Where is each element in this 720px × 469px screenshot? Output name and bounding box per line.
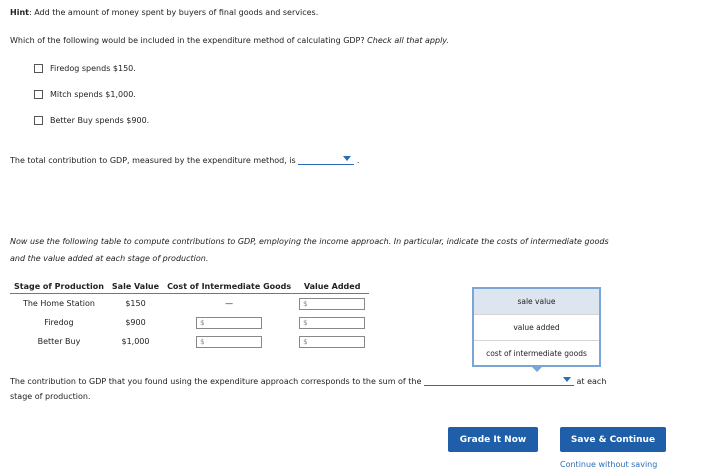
chevron-down-icon	[563, 377, 571, 382]
instructions-line2: and the value added at each stage of production.	[10, 254, 209, 263]
chevron-down-icon	[343, 156, 351, 161]
correspond-sentence	[10, 375, 606, 386]
header-stage: Stage of Production	[10, 282, 108, 294]
intermediate-cost-static: —	[225, 299, 234, 308]
option-mitch[interactable]	[34, 90, 136, 99]
total-sentence-text: The total contribution to GDP, measured by the expenditure method, is	[10, 156, 296, 165]
intermediate-cost-input[interactable]: $	[196, 317, 262, 329]
option-firedog[interactable]	[34, 64, 136, 73]
value-added-input[interactable]: $	[299, 317, 365, 329]
production-table	[10, 282, 369, 351]
option-better-buy[interactable]	[34, 116, 149, 125]
question-prompt	[10, 36, 449, 45]
hint-label: Hint	[10, 8, 29, 17]
option-label: Firedog spends $150.	[50, 64, 136, 73]
checkbox-firedog[interactable]	[34, 64, 43, 73]
menu-pointer	[531, 366, 543, 372]
stage-name: Firedog	[44, 318, 74, 327]
stage-name: Better Buy	[37, 337, 81, 346]
total-dropdown[interactable]	[298, 154, 354, 165]
question-instruction: Check all that apply.	[367, 36, 449, 45]
sale-value: $150	[125, 299, 146, 308]
header-sale-value: Sale Value	[108, 282, 163, 294]
checkbox-better-buy[interactable]	[34, 116, 43, 125]
sale-value: $900	[125, 318, 146, 327]
instructions-line1: Now use the following table to compute contributions to GDP, employing the income approach. In particular, indicate the costs of intermediate goods	[10, 237, 609, 246]
sum-dropdown[interactable]	[424, 375, 574, 386]
header-value-added: Value Added	[295, 282, 369, 294]
checkbox-mitch[interactable]	[34, 90, 43, 99]
save-continue-button[interactable]: Save & Continue	[560, 427, 666, 452]
correspond-text-end: at each	[576, 377, 607, 386]
stage-name: The Home Station	[22, 299, 95, 308]
sum-dropdown-menu	[472, 287, 601, 367]
menu-option-sale-value[interactable]: sale value	[474, 289, 599, 315]
menu-option-intermediate-cost[interactable]: cost of intermediate goods	[486, 349, 587, 358]
table-row	[10, 332, 369, 351]
total-sentence-end: .	[356, 156, 360, 165]
grade-button[interactable]: Grade It Now	[448, 427, 538, 452]
table-row	[10, 294, 369, 314]
table-header-row	[10, 282, 369, 294]
menu-option-value-added[interactable]: value added	[474, 315, 599, 341]
table-row	[10, 313, 369, 332]
value-added-input[interactable]: $	[299, 336, 365, 348]
correspond-text: The contribution to GDP that you found using the expenditure approach corresponds to the sum of the	[10, 377, 422, 386]
correspond-line2: stage of production.	[10, 392, 91, 401]
option-label: Better Buy spends $900.	[50, 116, 150, 125]
continue-without-saving-link[interactable]: Continue without saving	[560, 460, 658, 469]
option-label: Mitch spends $1,000.	[50, 90, 136, 99]
hint-text	[10, 8, 318, 17]
header-intermediate-cost: Cost of Intermediate Goods	[163, 282, 295, 294]
sale-value: $1,000	[121, 337, 150, 346]
question-text: Which of the following would be included in the expenditure method of calculating GDP?	[10, 36, 365, 45]
intermediate-cost-input[interactable]: $	[196, 336, 262, 348]
value-added-input[interactable]: $	[299, 298, 365, 310]
total-sentence	[10, 154, 359, 165]
hint-body: : Add the amount of money spent by buyers of final goods and services.	[28, 8, 319, 17]
